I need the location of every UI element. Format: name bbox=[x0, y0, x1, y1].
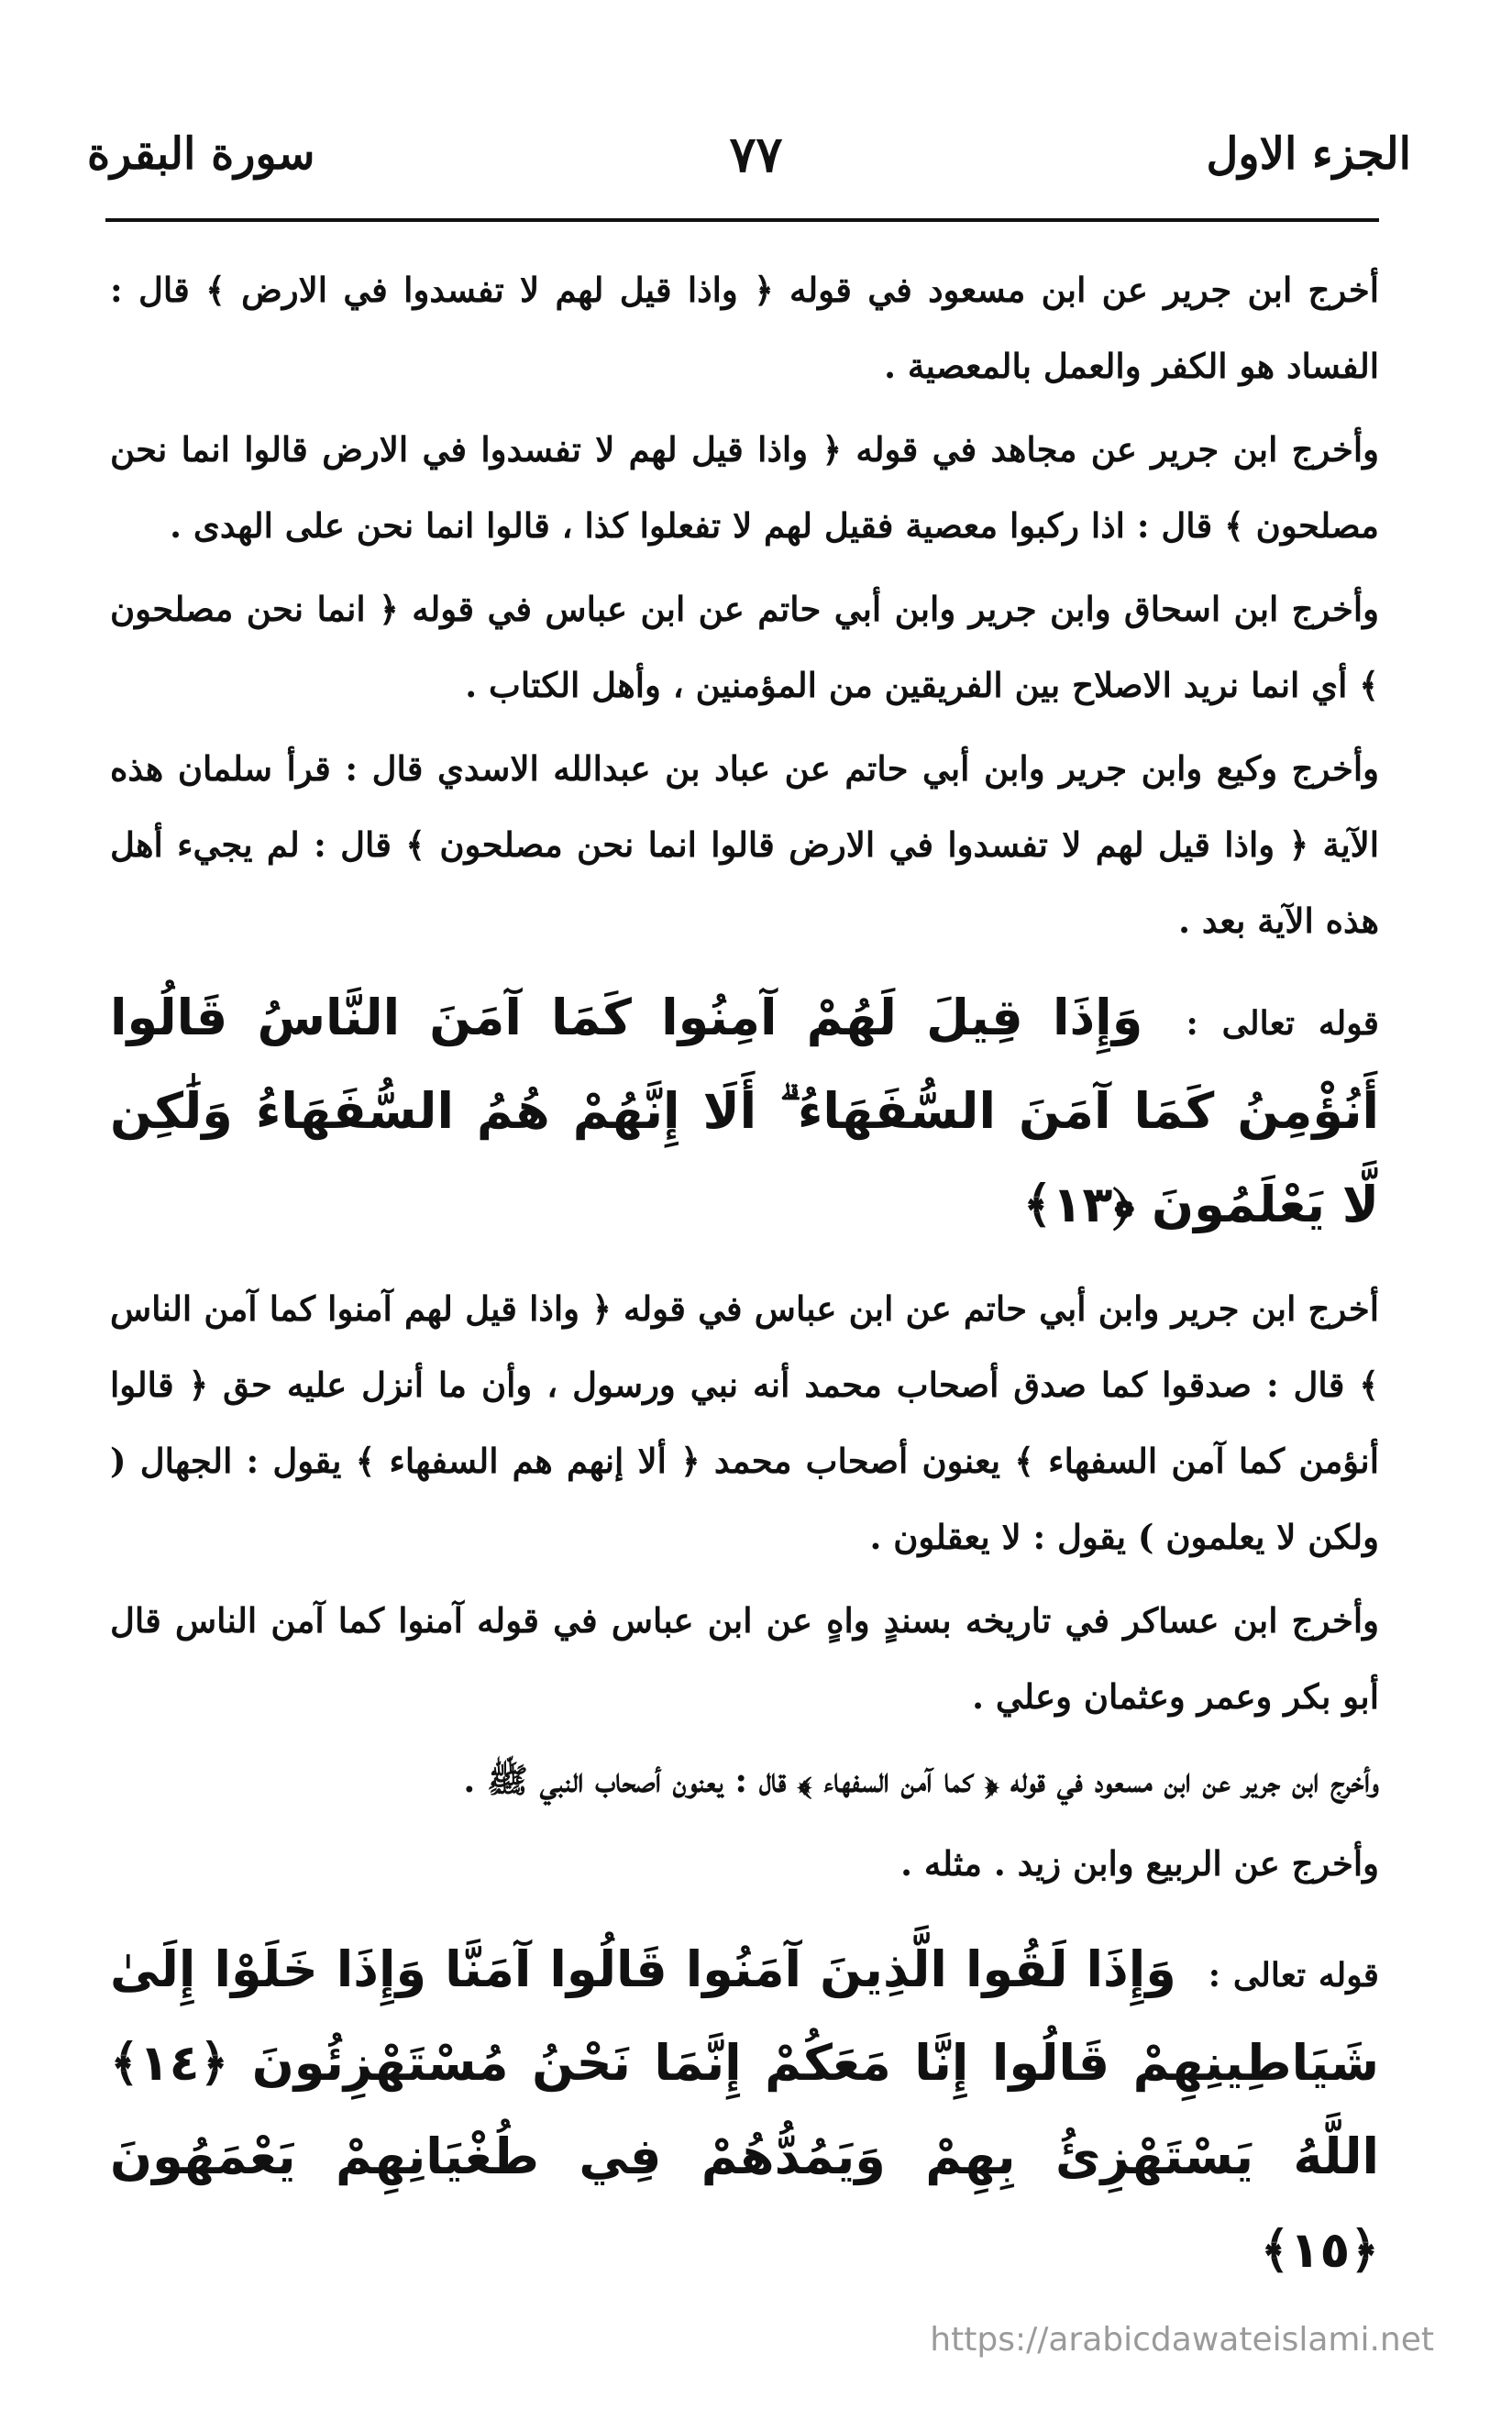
quran-verse: وَإِذَا لَقُوا الَّذِينَ آمَنُوا قَالُوا آمَنَّا وَإِذَا خَلَوْا إِلَىٰ شَيَاطِينِهِمْ قَالُوا إِنَّا مَعَكُمْ إِنَّمَا نَحْنُ مُسْتَهْزِئُونَ ﴿١٤﴾ اللَّهُ يَسْتَهْزِئُ بِهِمْ وَيَمُدُّهُمْ فِي طُغْيَانِهِمْ يَعْمَهُونَ ﴿١٥﴾ bbox=[110, 1940, 1379, 2279]
quran-verse: وَإِذَا قِيلَ لَهُمْ آمِنُوا كَمَا آمَنَ النَّاسُ قَالُوا أَنُؤْمِنُ كَمَا آمَنَ السُّفَهَاءُ ۗ أَلَا إِنَّهُمْ هُمُ السُّفَهَاءُ وَلَٰكِن لَّا يَعْلَمُونَ ﴿١٣﴾ bbox=[110, 989, 1379, 1233]
paragraph-2: وأخرج ابن جرير عن مجاهد في قوله ﴿ واذا قيل لهم لا تفسدوا في الارض قالوا انما نحن مصلحون ﴾ قال : اذا ركبوا معصية فقيل لهم لا تفعلوا كذا ، قالوا انما نحن على الهدى . bbox=[110, 429, 1379, 546]
page-header bbox=[87, 110, 1425, 202]
paragraph-8: وأخرج عن الربيع وابن زيد . مثله . bbox=[900, 1843, 1379, 1884]
paragraph-7: وأخرج ابن جرير عن ابن مسعود في قوله ﴿ كما آمن السفهاء ﴾ قال : يعنون أصحاب النبي ﷺ . bbox=[463, 1760, 1379, 1800]
watermark-url: https://arabicdawateislami.net bbox=[930, 2321, 1434, 2359]
page-number: ٧٧ bbox=[729, 125, 783, 183]
paragraph-1: أخرج ابن جرير عن ابن مسعود في قوله ﴿ واذا قيل لهم لا تفسدوا في الارض ﴾ قال : الفساد هو الكفر والعمل بالمعصية . bbox=[110, 270, 1379, 386]
paragraph-4: وأخرج وكيع وابن جرير وابن أبي حاتم عن عباد بن عبدالله الاسدي قال : قرأ سلمان هذه الآية ﴿ واذا قيل لهم لا تفسدوا في الارض قالوا انما نحن مصلحون ﴾ قال : لم يجيء أهل هذه الآية بعد . bbox=[110, 748, 1379, 941]
surah-title: سورة البقرة bbox=[87, 128, 315, 180]
verse-label: قوله تعالى : bbox=[1208, 1956, 1380, 1995]
verse-block-1 bbox=[110, 974, 1379, 1254]
juz-title: الجزء الاول bbox=[1206, 128, 1411, 180]
page-content bbox=[110, 252, 1379, 2316]
verse-label: قوله تعالى : bbox=[1186, 1004, 1380, 1043]
paragraph-3: وأخرج ابن اسحاق وابن جرير وابن أبي حاتم عن ابن عباس في قوله ﴿ انما نحن مصلحون ﴾ أي انما نريد الاصلاح بين الفريقين من المؤمنين ، وأهل الكتاب . bbox=[110, 589, 1379, 705]
paragraph-6: وأخرج ابن عساكر في تاريخه بسندٍ واهٍ عن ابن عباس في قوله آمنوا كما آمن الناس قال أبو بكر وعمر وعثمان وعلي . bbox=[110, 1600, 1379, 1717]
paragraph-5: أخرج ابن جرير وابن أبي حاتم عن ابن عباس في قوله ﴿ واذا قيل لهم آمنوا كما آمن الناس ﴾ قال : صدقوا كما صدق أصحاب محمد أنه نبي ورسول ، وأن ما أنزل عليه حق ﴿ قالوا أنؤمن كما آمن السفهاء ﴾ يعنون أصحاب محمد ﴿ ألا إنهم هم السفهاء ﴾ يقول : الجهال ( ولكن لا يعلمون ) يقول : لا يعقلون . bbox=[110, 1288, 1379, 1557]
header-divider bbox=[105, 218, 1379, 222]
verse-block-2 bbox=[110, 1926, 1379, 2300]
